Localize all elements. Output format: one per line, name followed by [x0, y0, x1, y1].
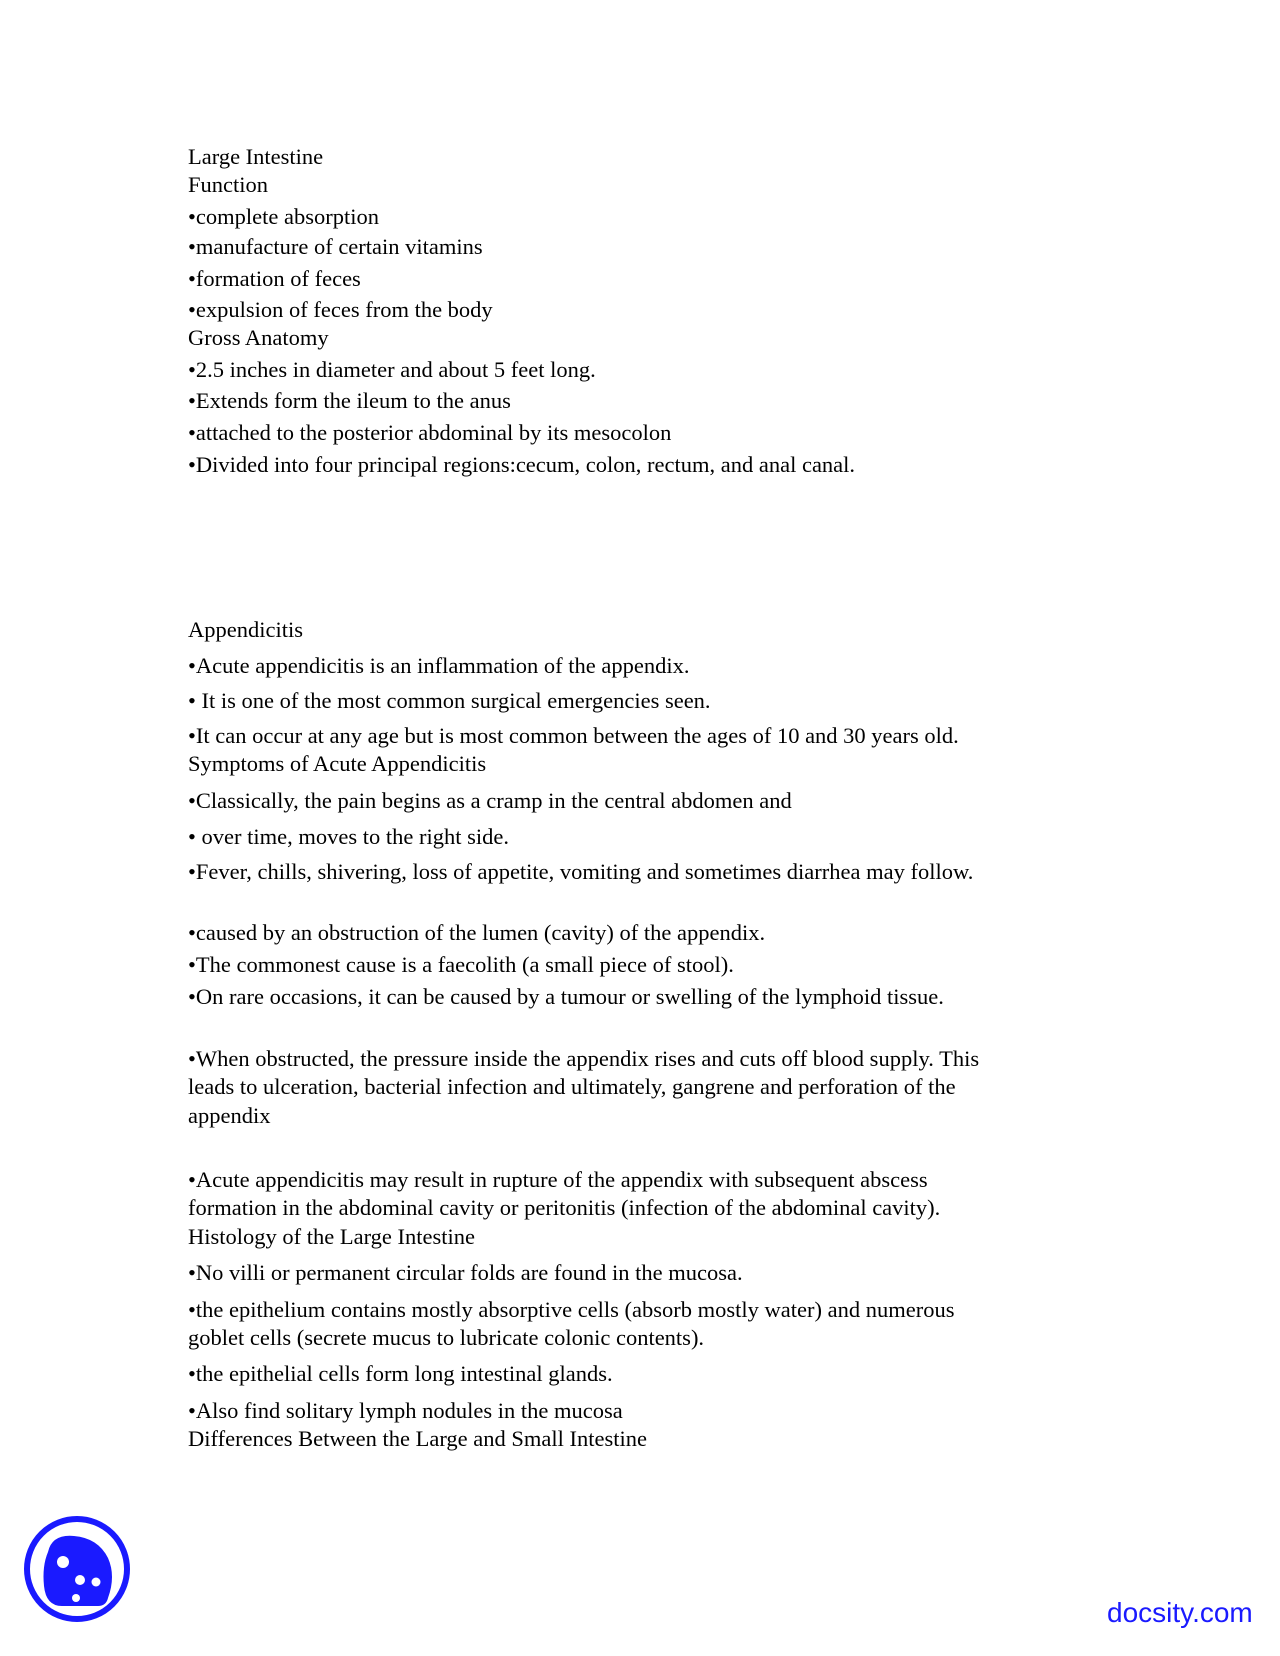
list-item: • Fever, chills, shivering, loss of appetite, vomiting and sometimes diarrhea may follow.	[188, 858, 973, 886]
list-item: • It is one of the most common surgical emergencies seen.	[188, 687, 711, 715]
heading-differences: Differences Between the Large and Small Intestine	[188, 1426, 647, 1451]
list-item: • 2.5 inches in diameter and about 5 feet long.	[188, 356, 596, 384]
list-item: • attached to the posterior abdominal by its mesocolon	[188, 419, 671, 447]
list-item: • Also find solitary lymph nodules in the mucosa	[188, 1397, 623, 1425]
list-item: • caused by an obstruction of the lumen (cavity) of the appendix.	[188, 919, 765, 947]
list-item: • expulsion of feces from the body	[188, 296, 493, 324]
list-item-continuation: goblet cells (secrete mucus to lubricate colonic contents).	[188, 1325, 705, 1350]
paragraph-line: • When obstructed, the pressure inside the appendix rises and cuts off blood supply. This	[188, 1045, 979, 1073]
list-item: • Acute appendicitis is an inflammation of the appendix.	[188, 652, 690, 680]
docsity-brand-link[interactable]: docsity.com	[1107, 1597, 1253, 1628]
heading-histology: Histology of the Large Intestine	[188, 1224, 476, 1249]
list-item: • formation of feces	[188, 265, 361, 293]
list-item: • over time, moves to the right side.	[188, 823, 509, 851]
heading-symptoms: Symptoms of Acute Appendicitis	[188, 751, 487, 776]
paragraph-line: formation in the abdominal cavity or peritonitis (infection of the abdominal cavity).	[188, 1195, 941, 1220]
list-item: • the epithelial cells form long intestinal glands.	[188, 1360, 613, 1388]
list-item: • Extends form the ileum to the anus	[188, 387, 511, 415]
list-item: • complete absorption	[188, 203, 379, 231]
heading-function: Function	[188, 172, 269, 197]
list-item: • The commonest cause is a faecolith (a small piece of stool).	[188, 951, 734, 979]
list-item: • manufacture of certain vitamins	[188, 233, 483, 261]
list-item: • On rare occasions, it can be caused by a tumour or swelling of the lymphoid tissue.	[188, 983, 944, 1011]
list-item: • the epithelium contains mostly absorptive cells (absorb mostly water) and numerous	[188, 1296, 954, 1324]
docsity-logo-icon[interactable]	[22, 1514, 132, 1624]
heading-appendicitis: Appendicitis	[188, 617, 303, 642]
paragraph-line: • Acute appendicitis may result in rupture of the appendix with subsequent abscess	[188, 1166, 928, 1194]
paragraph-line: leads to ulceration, bacterial infection and ultimately, gangrene and perforation of the	[188, 1074, 956, 1099]
list-item: • Divided into four principal regions:cecum, colon, rectum, and anal canal.	[188, 451, 855, 479]
list-item: • Classically, the pain begins as a cramp in the central abdomen and	[188, 787, 792, 815]
section-title-large-intestine: Large Intestine	[188, 144, 324, 169]
heading-gross-anatomy: Gross Anatomy	[188, 325, 329, 350]
list-item: • No villi or permanent circular folds are found in the mucosa.	[188, 1259, 743, 1287]
list-item: • It can occur at any age but is most common between the ages of 10 and 30 years old.	[188, 722, 959, 750]
paragraph-line: appendix	[188, 1103, 271, 1128]
